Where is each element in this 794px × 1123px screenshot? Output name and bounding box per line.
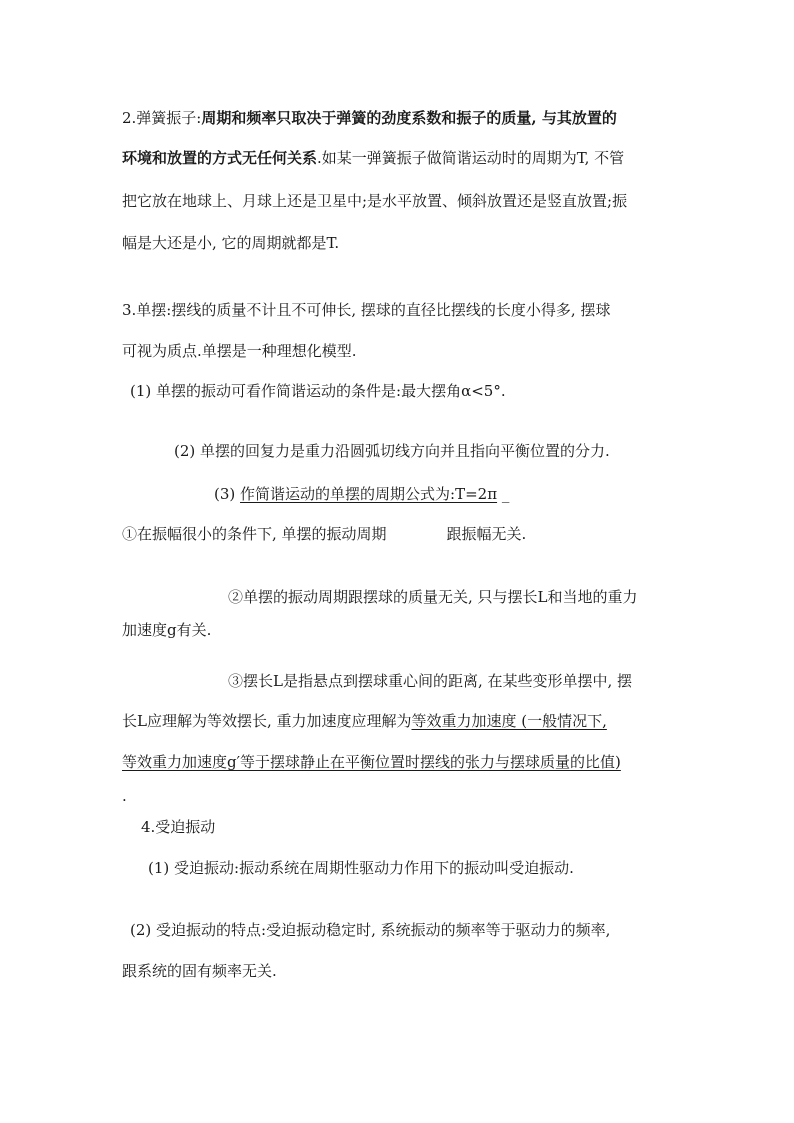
formula-blank: _ bbox=[501, 485, 510, 503]
sec3-circle-3-line-2 bbox=[122, 711, 607, 731]
sec3-point-2: (2) 单摆的回复力是重力沿圆弧切线方向并且指向平衡位置的分力. bbox=[174, 442, 610, 460]
sec2-line-2 bbox=[122, 148, 624, 168]
sec3-circle-3-line-3 bbox=[122, 752, 621, 772]
sec3-line-1: 3.单摆:摆线的质量不计且不可伸长, 摆球的直径比摆线的长度小得多, 摆球 bbox=[122, 301, 611, 319]
circle-1-text-b: 跟振幅无关. bbox=[446, 525, 527, 543]
sec2-bold-text-2: 环境和放置的方式无任何关系 bbox=[122, 149, 318, 167]
sec3-circle-3-line-1: ③摆长L是指悬点到摆球重心间的距离, 在某些变形单摆中, 摆 bbox=[228, 672, 633, 690]
sec3-line-2: 可视为质点.单摆是一种理想化模型. bbox=[122, 342, 357, 360]
sec2-line-4: 幅是大还是小, 它的周期就都是T. bbox=[122, 234, 340, 252]
sec2-heading: 2.弹簧振子: bbox=[122, 109, 202, 127]
sec3-point-3-number: (3) bbox=[214, 485, 236, 503]
circle-3-plain-text: 长L应理解为等效摆长, 重力加速度应理解为 bbox=[122, 712, 412, 730]
sec3-point-1: (1) 单摆的振动可看作简谐运动的条件是:最大摆角α<5°. bbox=[130, 382, 506, 400]
sec2-line-1 bbox=[122, 108, 617, 128]
sec3-point-3 bbox=[214, 484, 509, 504]
circle-1-text-a: ①在振幅很小的条件下, 单摆的振动周期 bbox=[122, 525, 387, 543]
sec3-circle-3-line-4: . bbox=[122, 787, 127, 805]
sec4-point-2-line-2: 跟系统的固有频率无关. bbox=[122, 962, 277, 980]
sec3-circle-1 bbox=[122, 524, 526, 544]
period-formula-text: 作简谐运动的单摆的周期公式为:T=2π bbox=[240, 485, 498, 503]
sec4-point-2-line-1: (2) 受迫振动的特点:受迫振动稳定时, 系统振动的频率等于驱动力的频率, bbox=[130, 921, 611, 939]
sec2-line-3: 把它放在地球上、月球上还是卫星中;是水平放置、倾斜放置还是竖直放置;振 bbox=[122, 192, 628, 210]
circle-3-underlined-text-2: 等效重力加速度g′等于摆球静止在平衡位置时摆线的张力与摆球质量的比值) bbox=[122, 753, 621, 771]
sec3-circle-2-line-1: ②单摆的振动周期跟摆球的质量无关, 只与摆长L和当地的重力 bbox=[228, 588, 638, 606]
sec2-bold-text-1: 周期和频率只取决于弹簧的劲度系数和振子的质量, 与其放置的 bbox=[201, 109, 617, 127]
sec2-text-2: .如某一弹簧振子做简谐运动时的周期为T, 不管 bbox=[317, 149, 625, 167]
sec4-point-1: (1) 受迫振动:振动系统在周期性驱动力作用下的振动叫受迫振动. bbox=[148, 859, 574, 877]
sec4-title: 4.受迫振动 bbox=[141, 818, 216, 836]
circle-3-underlined-text-1: 等效重力加速度 (一般情况下, bbox=[411, 712, 607, 730]
sec3-circle-2-line-2: 加速度g有关. bbox=[122, 621, 212, 639]
